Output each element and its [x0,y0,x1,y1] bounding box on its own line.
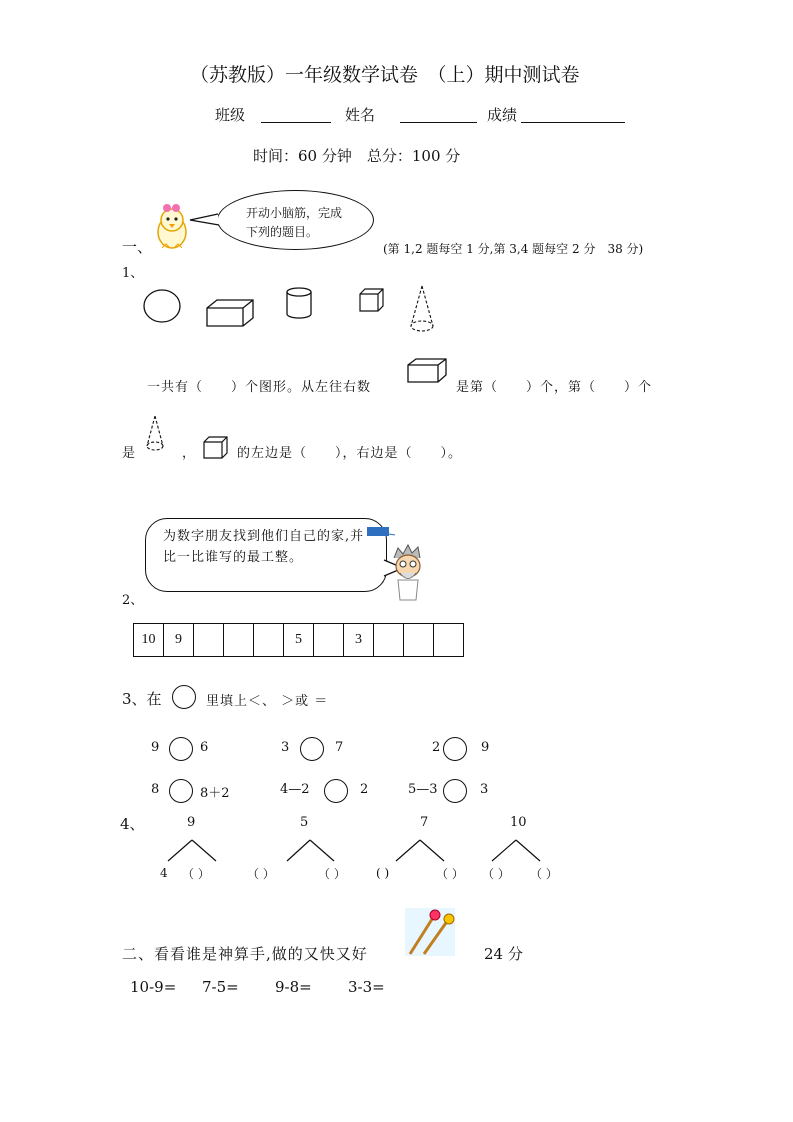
magic-wand-icon [404,906,456,958]
q1-line2b: ， [182,446,196,461]
split-bottom-right[interactable]: （ ） [182,867,210,881]
section1-bubble-text: 开动小脑筋，完成下列的题目。 [246,206,343,239]
compare-left: 5—3 [408,782,438,797]
grid-cell[interactable]: 10 [134,624,164,657]
time-info: 时间：60 分钟 总分：100 分 [253,147,461,165]
split-top: 5 [300,815,309,830]
split-top: 7 [420,815,429,830]
q2-bubble-text: 为数字朋友找到他们自己的家,并比一比谁写的最工整。 [163,529,365,565]
math-problem: 9-8= [275,978,312,996]
section1-points: (第 1,2 题每空 1 分,第 3,4 题每空 2 分 38 分) [383,242,644,256]
q1-line2a: 是 [122,446,136,461]
compare-right: 6 [200,740,209,755]
section1-number: 一、 [122,238,153,256]
q2-number: 2、 [122,593,144,608]
split-bottom-left[interactable]: （ ） [482,867,510,881]
split-bottom-right[interactable]: （ ） [530,867,558,881]
split-bottom-left[interactable]: （ ） [247,867,275,881]
compare-left: 8 [151,782,160,797]
page-title: （苏教版）一年级数学试卷 （上）期中测试卷 [190,64,580,86]
split-bottom-left[interactable]: ( ) [376,866,390,880]
compare-left: 4—2 [280,782,310,797]
compare-right: 7 [335,740,344,755]
math-problem: 7-5= [202,978,239,996]
score-label: 成绩 [487,106,518,124]
q1-line1b: 是第（ ）个，第（ ）个 [456,380,653,395]
name-label: 姓名 [345,106,376,124]
split-top: 9 [187,815,196,830]
q4-number: 4、 [120,815,145,833]
section2-heading: 二、看看谁是神算手,做的又快又好 [122,945,368,963]
split-top: 10 [510,815,527,830]
q3-prefix: 3、在 [122,690,162,708]
section2-points: 24 分 [484,945,523,963]
math-problem: 10-9= [130,978,177,996]
compare-right: 8＋2 [200,786,230,801]
q1-line2c: 的左边是（ ），右边是（ ）。 [237,446,463,461]
grid-cell[interactable]: 9 [164,624,194,657]
q1-number: 1、 [122,266,144,281]
grid-cell[interactable]: 5 [284,624,314,657]
compare-left: 3 [281,740,290,755]
split-bottom-right[interactable]: （ ） [436,867,464,881]
compare-right: 3 [480,782,489,797]
compare-right: 9 [481,740,490,755]
compare-right: 2 [360,782,369,797]
q3-instruction: 里填上＜、 ＞或 ＝ [206,694,329,709]
math-problem: 3-3= [348,978,385,996]
q1-line1a: 一共有（ ）个图形。从左往右数 [147,380,372,395]
compare-left: 9 [151,740,160,755]
split-bottom-right[interactable]: （ ） [318,867,346,881]
grid-cell[interactable]: 3 [344,624,374,657]
compare-left: 2 [432,740,441,755]
class-label: 班级 [215,106,246,124]
split-bottom-left: 4 [160,866,168,880]
